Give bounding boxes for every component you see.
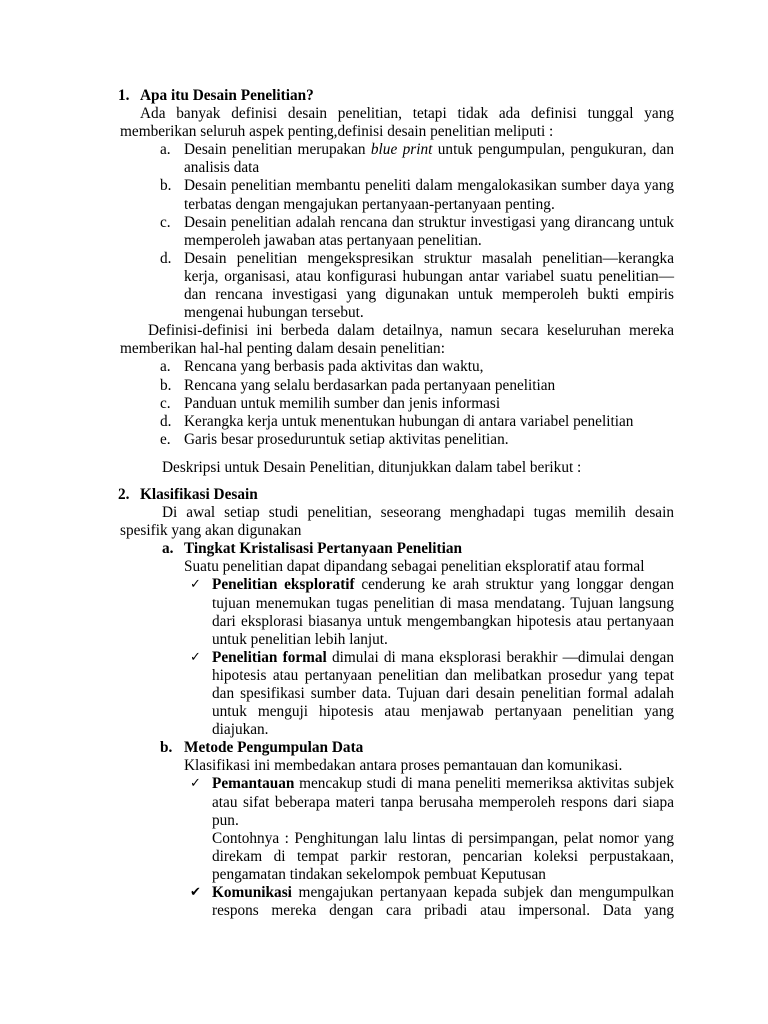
text-line	[160, 141, 674, 159]
section-heading	[118, 485, 674, 504]
text-line: untuk penelitian lebih lanjut.	[212, 630, 388, 648]
list-item-text: Garis besar proseduruntuk setiap aktivitas penelitian.	[184, 430, 509, 448]
list-marker: c.	[160, 394, 171, 412]
text-line: respons mereka dengan cara pribadi atau impersonal. Data yang	[212, 902, 674, 920]
checklist-item	[0, 884, 768, 920]
checklist-item	[0, 649, 768, 739]
text-line: dan spesifikasi sumber data. Tujuan dari desain penelitian formal adalah	[212, 685, 674, 702]
section-design-classification	[0, 486, 768, 920]
list-item	[0, 250, 768, 322]
intro-paragraph	[0, 105, 768, 141]
text-line: atau sifat beberapa materi tanpa berusaha memperoleh respons dari siapa	[212, 793, 674, 811]
list-marker: a.	[160, 358, 171, 376]
subsection-heading	[162, 540, 674, 558]
text-line: dari eksplorasi biasanya untuk mengembangkan hipotesis atau pertanyaan	[212, 612, 674, 630]
list-marker: e.	[160, 430, 171, 448]
essentials-list	[0, 358, 768, 448]
text-line: memperoleh jawaban atas pertanyaan penelitian.	[184, 231, 482, 249]
subsection-heading	[160, 739, 674, 757]
check-icon	[190, 649, 201, 667]
section-title: Apa itu Desain Penelitian?	[140, 87, 314, 104]
text-line: pun.	[212, 811, 239, 829]
text-line: dan rencana investigasi yang digunakan untuk memperoleh bukti empiris	[184, 286, 674, 304]
definition-list	[0, 141, 768, 322]
list-item	[160, 430, 674, 449]
term-label: Penelitian formal	[212, 648, 327, 666]
subsection-description: Suatu penelitian dapat dipandang sebagai penelitian eksploratif atau formal	[184, 558, 645, 576]
example-paragraph	[0, 830, 768, 884]
text-segment: untuk pengumpulan, pengukuran, dan	[437, 141, 674, 159]
list-marker: a.	[160, 141, 171, 159]
section-heading	[118, 87, 674, 105]
summary-paragraph	[0, 322, 768, 358]
subsection-description: Klasifikasi ini membedakan antara proses pemantauan dan komunikasi.	[184, 757, 623, 775]
list-item	[0, 214, 768, 250]
list-marker: b.	[160, 376, 172, 394]
text-line: Ada banyak definisi desain penelitian, tetapi tidak ada definisi tunggal yang	[140, 105, 674, 123]
text-line: pengamatan tindakan sekelompok pembuat Keputusan	[212, 865, 546, 883]
text-segment: mencakup studi di mana peneliti memeriksa aktivitas subjek	[299, 775, 674, 793]
text-line: mengenai hubungan tersebut.	[184, 304, 364, 322]
section-title: Klasifikasi Desain	[140, 485, 258, 503]
list-item	[160, 394, 674, 413]
text-line: direkam di tempat parkir restoran, pencarian koleksi perpustakaan,	[212, 847, 674, 865]
text-line: Definisi-definisi ini berbeda dalam detailnya, namun secara keseluruhan mereka	[148, 322, 674, 340]
text-line: analisis data	[184, 159, 260, 177]
text-line	[212, 649, 674, 667]
section-what-is-research-design	[0, 87, 768, 477]
text-line: Contohnya : Penghitungan lalu lintas di persimpangan, pelat nomor yang	[212, 829, 674, 847]
subsection-marker: a.	[162, 540, 174, 558]
term-label: Pemantauan	[212, 775, 295, 793]
list-marker: d.	[160, 249, 172, 267]
list-item-text: Rencana yang selalu berdasarkan pada pertanyaan penelitian	[184, 376, 556, 394]
text-segment: Desain penelitian membantu peneliti dalam mengalokasikan sumber daya yang	[184, 177, 674, 195]
text-segment: Desain penelitian mengekspresikan struktur masalah penelitian—kerangka	[184, 249, 674, 267]
list-item-text: Rencana yang berbasis pada aktivitas dan waktu,	[184, 358, 484, 376]
list-marker: c.	[160, 213, 171, 231]
list-item-text: Panduan untuk memilih sumber dan jenis informasi	[184, 394, 501, 412]
text-segment: cenderung ke arah struktur yang longgar dengan	[361, 576, 674, 594]
text-line: memberikan hal-hal penting dalam desain penelitian:	[120, 340, 445, 358]
text-segment: dimulai di mana eksplorasi berakhir —dimulai dengan	[331, 648, 674, 666]
intro-paragraph	[0, 504, 768, 540]
subsection-title: Metode Pengumpulan Data	[184, 739, 364, 757]
section-number: 1.	[118, 87, 130, 104]
list-item	[160, 358, 674, 376]
text-line	[160, 249, 674, 268]
text-line: untuk menguji hipotesis atau menjawab pertanyaan penelitian yang	[212, 703, 674, 721]
text-line	[212, 576, 674, 594]
text-segment: Desain penelitian adalah rencana dan struktur investigasi yang dirancang untuk	[184, 213, 674, 231]
document-body	[0, 87, 768, 920]
table-note: Deskripsi untuk Desain Penelitian, ditunjukkan dalam tabel berikut :	[162, 458, 582, 476]
text-line: memberikan seluruh aspek penting,definisi desain penelitian meliputi :	[120, 123, 554, 141]
heavy-check-icon	[190, 884, 201, 902]
text-segment: Desain penelitian merupakan	[184, 141, 366, 159]
text-line: kerja, organisasi, atau konfigurasi hubungan antar variabel suatu penelitian—	[184, 267, 674, 285]
text-line	[160, 213, 674, 232]
term-label: Penelitian eksploratif	[212, 576, 355, 594]
check-icon	[190, 576, 201, 594]
subsection-data-collection	[0, 739, 768, 920]
check-icon	[190, 775, 201, 793]
text-line	[212, 775, 674, 793]
list-item	[0, 141, 768, 177]
text-line: Di awal setiap studi penelitian, seseorang menghadapi tugas memilih desain	[162, 504, 674, 522]
subsection-marker: b.	[160, 739, 173, 757]
list-item	[160, 376, 674, 395]
list-marker: b.	[160, 177, 172, 195]
text-segment: mengajukan pertanyaan kepada subjek dan mengumpulkan	[298, 884, 674, 902]
subsection-title: Tingkat Kristalisasi Pertanyaan Penelitian	[184, 540, 463, 558]
subsection-crystallization	[0, 540, 768, 739]
checklist-item	[0, 775, 768, 884]
list-marker: d.	[160, 412, 172, 430]
emphasis-text: blue print	[370, 141, 433, 159]
text-line: terbatas dengan mengajukan pertanyaan-pertanyaan penting.	[184, 195, 555, 213]
text-line	[212, 884, 674, 902]
text-line	[160, 177, 674, 195]
text-line: spesifik yang akan digunakan	[120, 522, 302, 540]
list-item-text: Kerangka kerja untuk menentukan hubungan di antara variabel penelitian	[184, 412, 634, 430]
list-item	[0, 177, 768, 213]
list-item	[160, 412, 674, 431]
term-label: Komunikasi	[212, 884, 292, 902]
text-line: hipotesis atau pertanyaan penelitian dan melibatkan prosedur yang tepat	[212, 666, 674, 684]
text-line: tujuan menemukan tugas penelitian di masa mendatang. Tujuan langsung	[212, 594, 674, 612]
checklist-item	[0, 576, 768, 648]
text-line: diajukan.	[212, 721, 269, 739]
section-number: 2.	[118, 485, 130, 503]
